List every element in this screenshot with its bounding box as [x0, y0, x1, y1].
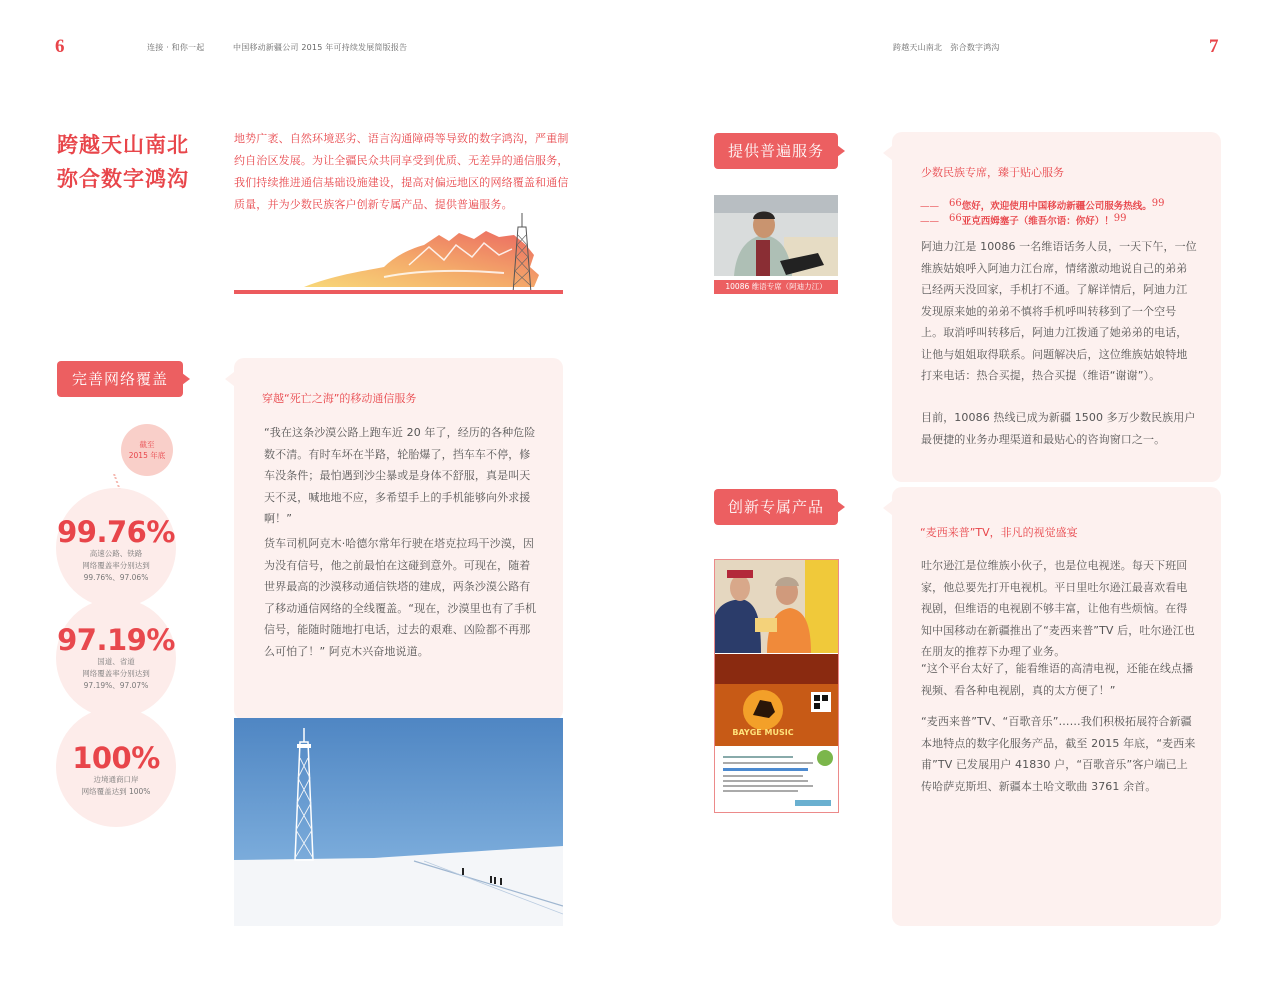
stat-desc-line3: 97.19%、97.07% — [83, 681, 149, 690]
intro-divider — [234, 290, 563, 294]
ethnic-hotline-title: 少数民族专席，臻于贴心服务 — [921, 166, 1064, 179]
intro-paragraph: 地势广袤、自然环境恶劣、语言沟通障碍等导致的数字鸿沟，严重制约自治区发展。为让全疆民众共同享受到优质、无差异的通信服务，我们持续推进通信基础设施建设，提高对偏远地区的网络覆盖和通信质量，并为少数民族客户创新专属产品、提供普遍服务。 — [234, 132, 569, 211]
hotline-quote-1: —— 66您好，欢迎使用中国移动新疆公司服务热线。99 — [920, 198, 1165, 212]
desert-story-title: 穿越“死亡之海”的移动通信服务 — [262, 392, 417, 405]
stat-circle-border-port — [56, 707, 176, 827]
tag-universal-service: 提供普遍服务 — [714, 133, 838, 169]
as-of-badge-line1: 截至 — [139, 440, 155, 449]
right-section-label: 跨越天山南北 弥合数字鸿沟 — [893, 43, 1000, 52]
report-title: 中国移动新疆公司 2015 年可持续发展简版报告 — [233, 43, 408, 52]
stat-desc-line1: 边境通商口岸 — [93, 775, 139, 784]
right-page-number: 7 — [1209, 36, 1219, 57]
stat-desc-line1: 国道、省道 — [97, 657, 135, 666]
chapter-title-line2: 弥合数字鸿沟 — [57, 167, 189, 191]
product-poster — [714, 559, 839, 813]
operator-photo-image — [714, 195, 838, 276]
desert-story-panel — [234, 358, 563, 720]
tag-network-coverage: 完善网络覆盖 — [57, 361, 183, 397]
stat-value: 97.19% — [57, 623, 175, 657]
as-of-badge-line2: 2015 年底 — [128, 451, 166, 460]
left-section-label: 连接 · 和你一起 — [147, 43, 205, 52]
stat-desc-line2: 网络覆盖达到 100% — [81, 787, 151, 796]
tag-exclusive-products: 创新专属产品 — [714, 489, 838, 525]
stat-value: 99.76% — [57, 515, 175, 549]
desert-story-quote: “我在这条沙漠公路上跑车近 20 年了，经历的各种危险数不清。有时车坏在半路，轮胎爆了，挡车车不停，修车没条件；最怕遇到沙尘暴或是身体不舒服，真是叫天天不灵，喊地地不应，多希望手上的手机能够向外求援啊！” — [264, 426, 536, 525]
ethnic-hotline-panel — [892, 132, 1221, 482]
snow-tower-photo — [234, 718, 563, 926]
poster-brand-text: BAYGE MUSIC — [732, 728, 794, 737]
mountain-tower-illustration — [234, 205, 564, 295]
stat-desc-line3: 99.76%、97.06% — [83, 573, 149, 582]
desert-story-body: 货车司机阿克木·哈德尔常年行驶在塔克拉玛干沙漠，因为没有信号，他之前最怕在这碰到意外。可现在，随着世界最高的沙漠移动通信铁塔的建成，两条沙漠公路有了移动通信网络的全线覆盖。“现在，沙漠里也有了手机信号，能随时随地打电话，过去的艰难、凶险都不再那么可怕了！” 阿克木兴奋地说道。 — [264, 537, 537, 658]
tv-product-panel — [892, 487, 1221, 926]
ethnic-hotline-story: 阿迪力江是 10086 一名维语话务人员，一天下午，一位维族姑娘呼入阿迪力江台席，情绪激动地说自己的弟弟已经两天没回家，手机打不通。了解详情后，阿迪力江发现原来她的弟弟不慎将手机呼叫转移到了一个空号上。取消呼叫转移后，阿迪力江拨通了她弟弟的电话，让他与姐姐取得联系。问题解决后，这位维族姑娘特地打来电话：热合买提，热合买提（维语“谢谢”）。 — [921, 240, 1197, 382]
as-of-badge — [121, 424, 173, 476]
chapter-title — [57, 128, 189, 196]
stat-desc-line2: 网络覆盖率分别达到 — [82, 669, 150, 678]
left-page-number: 6 — [55, 36, 65, 57]
stat-desc-line2: 网络覆盖率分别达到 — [82, 561, 150, 570]
chapter-title-line1: 跨越天山南北 — [57, 133, 189, 157]
operator-photo-caption: 10086 维语专席（阿迪力江） — [714, 280, 838, 294]
stat-desc-line1: 高速公路、铁路 — [89, 549, 143, 558]
stat-circle-national-road — [56, 598, 176, 718]
stat-circle-highway — [56, 488, 176, 608]
tv-product-story: 吐尔逊江是位维族小伙子，也是位电视迷。每天下班回家，他总要先打开电视机。平日里吐尔逊江最喜欢看电视剧，但维语的电视剧不够丰富，让他有些烦恼。在得知中国移动在新疆推出了“麦西来普”TV 后，吐尔逊江也在朋友的推荐下办理了业务。 — [921, 559, 1195, 658]
tv-product-title: “麦西来普”TV，非凡的视觉盛宴 — [920, 526, 1078, 539]
stat-value: 100% — [72, 741, 160, 775]
tv-product-summary: “麦西来普”TV、“百歌音乐”……我们积极拓展符合新疆本地特点的数字化服务产品，截至 2015 年底，“麦西来甫”TV 已发展用户 41830 户，“百歌音乐”客户端已上传哈萨克斯坦、新疆本土哈文歌曲 3761 余首。 — [921, 715, 1196, 793]
hotline-quote-2: —— 66亚克西姆塞子（维吾尔语：你好）！99 — [920, 213, 1127, 227]
ethnic-hotline-summary: 目前，10086 热线已成为新疆 1500 多万少数民族用户最便捷的业务办理渠道和最贴心的咨询窗口之一。 — [921, 411, 1196, 446]
operator-photo — [714, 195, 838, 290]
tv-product-quote: “这个平台太好了，能看维语的高清电视，还能在线点播视频、看各种电视剧，真的太方便了！” — [921, 662, 1194, 697]
product-poster-image — [715, 560, 838, 812]
